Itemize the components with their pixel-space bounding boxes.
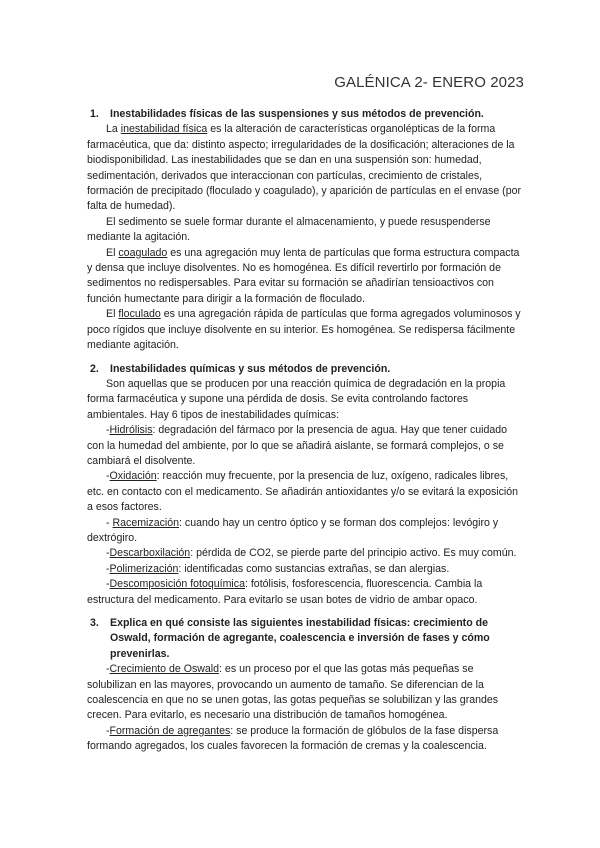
list-item bbox=[87, 724, 522, 755]
text: es la alteración de características organolépticas de la forma farmacéutica, que da: distinto aspecto; irregularidades de la dosificación; alteraciones de la biodisponibilidad. Las inestabilidades que se dan en una suspensión son: humedad, sedimentación, derivados que interaccionan con partículas, crecimiento de cristales, formación de precipitado (floculado y coagulado), y aparición de partículas en el envase (por falta de humedad). bbox=[87, 123, 522, 213]
text: : es un proceso por el que las gotas más pequeñas se solubilizan en las mayores, provocando un aumento de tamaño. Se diferencian de la coalescencia en que no se unen gotas, las gotas pequeñas se solubilizan y las grandes crecen. Para evitarlo, es necesario una distribución de tamaños homogénea. bbox=[87, 663, 499, 722]
text: - bbox=[106, 562, 110, 575]
text: : fotólisis, fosforescencia, fluorescencia. Cambia la estructura del medicamento. Para evitarlo se usan botes de vidrio de ambar opaco. bbox=[87, 578, 483, 606]
paragraph bbox=[87, 307, 522, 353]
text: : reacción muy frecuente, por la presencia de luz, oxígeno, radicales libres, etc. en contacto con el medicamento. Se añadirán antioxidantes y/o se evitará la exposición a esos factores. bbox=[87, 470, 519, 514]
text: es una agregación rápida de partículas que forma agregados voluminosos y poco rígidos que incluye disolvente en su interior. Es homogénea. Se redispersa fácilmente mediante agitación. bbox=[87, 308, 521, 352]
term-underlined: Racemización bbox=[112, 516, 180, 529]
text: - bbox=[106, 724, 110, 737]
text: - bbox=[106, 578, 110, 591]
question-title: Explica en qué consiste las siguientes inestabilidad físicas: crecimiento de Oswald, formación de agregante, coalescencia e inversión de fases y cómo prevenirlas. bbox=[110, 617, 490, 660]
paragraph: Son aquellas que se producen por una reacción química de degradación en la propia forma farmacéutica y supone una pérdida de dosis. Se evita controlando factores ambientales. Hay 6 tipos de inestabilidades químicas: bbox=[87, 377, 506, 421]
text: El bbox=[106, 246, 119, 259]
text: El bbox=[106, 308, 119, 321]
term-underlined: Polimerización bbox=[109, 562, 179, 575]
text: - bbox=[106, 547, 110, 560]
question-2-heading bbox=[87, 362, 522, 377]
question-title: Inestabilidades físicas de las suspensiones y sus métodos de prevención. bbox=[110, 108, 484, 120]
list-item bbox=[87, 562, 522, 577]
term-underlined: Descomposición fotoquímica bbox=[109, 578, 245, 591]
term-underlined: Formación de agregantes bbox=[109, 724, 231, 737]
term-underlined: Oxidación bbox=[109, 470, 157, 483]
text: - bbox=[106, 470, 110, 483]
list-item bbox=[87, 577, 522, 608]
term-underlined: Crecimiento de Oswald bbox=[109, 663, 220, 676]
text: : identificadas como sustancias extrañas, se dan alergias. bbox=[178, 562, 450, 575]
paragraph: El sedimento se suele formar durante el almacenamiento, y puede resuspenderse mediante la agitación. bbox=[87, 215, 491, 244]
list-item bbox=[87, 516, 522, 547]
document-body bbox=[87, 107, 522, 755]
list-item bbox=[87, 662, 522, 724]
text: - bbox=[106, 663, 110, 676]
term-underlined: floculado bbox=[118, 308, 161, 321]
question-number: 2. bbox=[90, 362, 99, 375]
question-1-heading bbox=[87, 107, 522, 122]
text: : se produce la formación de glóbulos de la fase dispersa formando agregados, los cuales favorecen la formación de cremas y la coalescencia. bbox=[87, 724, 499, 753]
text: - bbox=[106, 424, 110, 437]
term-underlined: coagulado bbox=[118, 246, 168, 259]
question-number: 1. bbox=[90, 108, 99, 120]
list-item bbox=[87, 423, 522, 469]
question-number: 3. bbox=[90, 617, 99, 629]
term-underlined: Hidrólisis bbox=[109, 424, 153, 437]
list-item bbox=[87, 469, 522, 515]
term-underlined: inestabilidad física bbox=[120, 123, 208, 136]
question-3-heading bbox=[87, 616, 522, 662]
paragraph bbox=[87, 122, 522, 214]
paragraph bbox=[87, 246, 522, 308]
question-title: Inestabilidades químicas y sus métodos de prevención. bbox=[110, 362, 391, 375]
text: : cuando hay un centro óptico y se forman dos complejos: levógiro y dextrógiro. bbox=[87, 516, 499, 544]
text: es una agregación muy lenta de partículas que forma estructura compacta y densa que incluye disolventes. No es homogénea. Es difícil revertirlo por formación de sedimentos no redispersables. Para evitar su formación se añadirían tensioactivos con función humectante para dirigir a la formación de floculado. bbox=[87, 246, 520, 305]
term-underlined: Descarboxilación bbox=[109, 547, 191, 560]
text: : degradación del fármaco por la presencia de agua. Hay que tener cuidado con la humedad del ambiente, por lo que se añadirá aislante, se formará complejos, o se cambiará el disolvente. bbox=[87, 424, 508, 467]
text: : pérdida de CO2, se pierde parte del principio activo. Es muy común. bbox=[190, 547, 517, 560]
list-item bbox=[87, 546, 522, 561]
text: - bbox=[106, 516, 113, 529]
document-title: GALÉNICA 2- ENERO 2023 bbox=[334, 74, 524, 91]
text: La bbox=[106, 123, 121, 136]
